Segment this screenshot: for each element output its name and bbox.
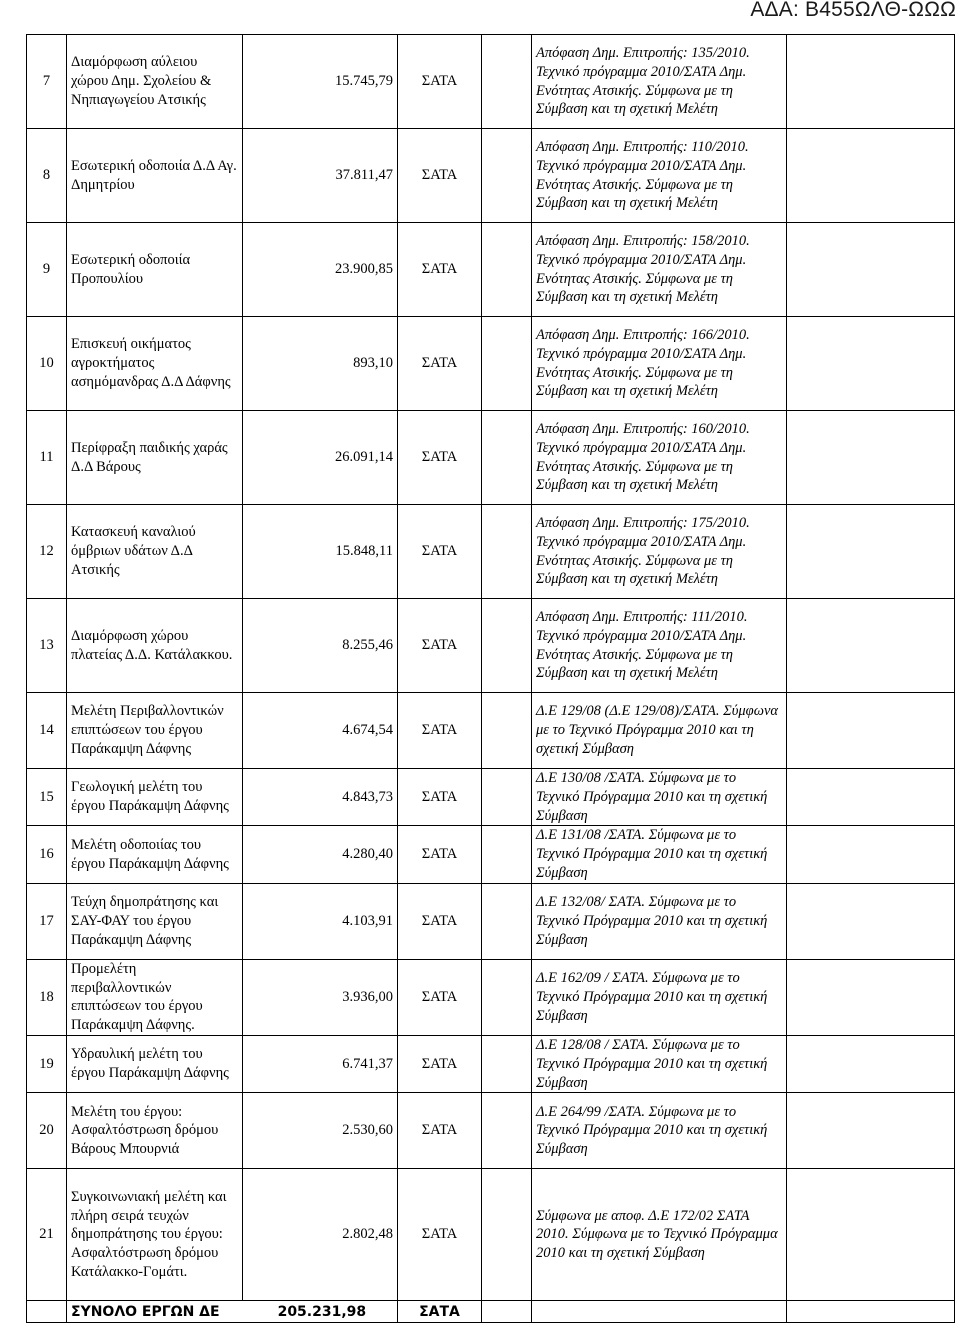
spacer-cell (787, 959, 955, 1035)
funding-source: ΣΑΤΑ (398, 505, 482, 599)
funding-source: ΣΑΤΑ (398, 223, 482, 317)
table-row (27, 129, 955, 223)
table-row (27, 223, 955, 317)
table-row (27, 883, 955, 959)
project-name: Διαμόρφωση χώρου πλατείας Δ.Δ. Κατάλακκου. (67, 599, 243, 693)
table-row (27, 411, 955, 505)
project-name: Κατασκευή καναλιού όμβριων υδάτων Δ.Δ Ατσικής (67, 505, 243, 599)
project-name: Εσωτερική οδοποιία Δ.Δ Αγ. Δημητρίου (67, 129, 243, 223)
spacer-cell (532, 1301, 787, 1323)
project-amount: 2.530,60 (243, 1093, 398, 1169)
spacer-cell (482, 1169, 532, 1301)
total-funding-source: ΣΑΤΑ (398, 1301, 482, 1323)
table-row (27, 826, 955, 883)
project-name: Προμελέτη περιβαλλοντικών επιπτώσεων του έργου Παράκαμψη Δάφνης. (67, 959, 243, 1035)
spacer-cell (787, 883, 955, 959)
row-number: 19 (27, 1035, 67, 1092)
approval-basis: Απόφαση Δημ. Επιτροπής: 111/2010. Τεχνικό πρόγραμμα 2010/ΣΑΤΑ Δημ. Ενότητας Ατσικής. Σύμφωνα με τη Σύμβαση και τη σχετική Μελέτη (532, 599, 787, 693)
row-number: 9 (27, 223, 67, 317)
spacer-cell (787, 1035, 955, 1092)
project-name: Συγκοινωνιακή μελέτη και πλήρη σειρά τευχών δημοπράτησης του έργου: Ασφαλτόστρωση δρόμου Κατάλακκο-Γομάτι. (67, 1169, 243, 1301)
spacer-cell (787, 1093, 955, 1169)
project-amount: 893,10 (243, 317, 398, 411)
approval-basis: Δ.Ε 132/08/ ΣΑΤΑ. Σύμφωνα με το Τεχνικό Πρόγραμμα 2010 και τη σχετική Σύμβαση (532, 883, 787, 959)
project-name: Μελέτη Περιβαλλοντικών επιπτώσεων του έργου Παράκαμψη Δάφνης (67, 693, 243, 769)
project-name: Υδραυλική μελέτη του έργου Παράκαμψη Δάφνης (67, 1035, 243, 1092)
approval-basis: Απόφαση Δημ. Επιτροπής: 166/2010. Τεχνικό πρόγραμμα 2010/ΣΑΤΑ Δημ. Ενότητας Ατσικής. Σύμφωνα με τη Σύμβαση και τη σχετική Μελέτη (532, 317, 787, 411)
table-row (27, 505, 955, 599)
spacer-cell (27, 1301, 67, 1323)
row-number: 16 (27, 826, 67, 883)
funding-source: ΣΑΤΑ (398, 769, 482, 826)
table-row (27, 1035, 955, 1092)
spacer-cell (482, 411, 532, 505)
table-row (27, 599, 955, 693)
spacer-cell (482, 1093, 532, 1169)
row-number: 11 (27, 411, 67, 505)
spacer-cell (482, 883, 532, 959)
spacer-cell (787, 1301, 955, 1323)
approval-basis: Απόφαση Δημ. Επιτροπής: 135/2010. Τεχνικό πρόγραμμα 2010/ΣΑΤΑ Δημ. Ενότητας Ατσικής. Σύμφωνα με τη Σύμβαση και τη σχετική Μελέτη (532, 35, 787, 129)
total-label: ΣΥΝΟΛΟ ΕΡΓΩΝ ΔΕ 205.231,98 (67, 1301, 398, 1323)
project-name: Εσωτερική οδοποιία Προπουλίου (67, 223, 243, 317)
project-amount: 4.674,54 (243, 693, 398, 769)
project-amount: 4.843,73 (243, 769, 398, 826)
funding-source: ΣΑΤΑ (398, 959, 482, 1035)
approval-basis: Δ.Ε 129/08 (Δ.Ε 129/08)/ΣΑΤΑ. Σύμφωνα με το Τεχνικό Πρόγραμμα 2010 και τη σχετική Σύμβαση (532, 693, 787, 769)
funding-source: ΣΑΤΑ (398, 35, 482, 129)
spacer-cell (787, 826, 955, 883)
project-name: Γεωλογική μελέτη του έργου Παράκαμψη Δάφνης (67, 769, 243, 826)
spacer-cell (787, 317, 955, 411)
funding-source: ΣΑΤΑ (398, 411, 482, 505)
approval-basis: Απόφαση Δημ. Επιτροπής: 158/2010. Τεχνικό πρόγραμμα 2010/ΣΑΤΑ Δημ. Ενότητας Ατσικής. Σύμφωνα με τη Σύμβαση και τη σχετική Μελέτη (532, 223, 787, 317)
approval-basis: Απόφαση Δημ. Επιτροπής: 160/2010. Τεχνικό πρόγραμμα 2010/ΣΑΤΑ Δημ. Ενότητας Ατσικής. Σύμφωνα με τη Σύμβαση και τη σχετική Μελέτη (532, 411, 787, 505)
approval-basis: Απόφαση Δημ. Επιτροπής: 175/2010. Τεχνικό πρόγραμμα 2010/ΣΑΤΑ Δημ. Ενότητας Ατσικής. Σύμφωνα με τη Σύμβαση και τη σχετική Μελέτη (532, 505, 787, 599)
funding-source: ΣΑΤΑ (398, 1169, 482, 1301)
row-number: 7 (27, 35, 67, 129)
spacer-cell (787, 505, 955, 599)
spacer-cell (787, 129, 955, 223)
row-number: 10 (27, 317, 67, 411)
funding-source: ΣΑΤΑ (398, 883, 482, 959)
spacer-cell (482, 693, 532, 769)
approval-basis: Δ.Ε 162/09 / ΣΑΤΑ. Σύμφωνα με το Τεχνικό Πρόγραμμα 2010 και τη σχετική Σύμβαση (532, 959, 787, 1035)
project-name: Τεύχη δημοπράτησης και ΣΑΥ-ΦΑΥ του έργου Παράκαμψη Δάφνης (67, 883, 243, 959)
spacer-cell (482, 959, 532, 1035)
spacer-cell (482, 1035, 532, 1092)
approval-basis: Δ.Ε 128/08 / ΣΑΤΑ. Σύμφωνα με το Τεχνικό Πρόγραμμα 2010 και τη σχετική Σύμβαση (532, 1035, 787, 1092)
table-row (27, 693, 955, 769)
project-name: Περίφραξη παιδικής χαράς Δ.Δ Βάρους (67, 411, 243, 505)
table-row (27, 769, 955, 826)
project-amount: 4.103,91 (243, 883, 398, 959)
project-amount: 6.741,37 (243, 1035, 398, 1092)
table-row (27, 959, 955, 1035)
funding-source: ΣΑΤΑ (398, 693, 482, 769)
funding-source: ΣΑΤΑ (398, 1093, 482, 1169)
funding-source: ΣΑΤΑ (398, 129, 482, 223)
row-number: 8 (27, 129, 67, 223)
project-name: Διαμόρφωση αύλειου χώρου Δημ. Σχολείου & Νηπιαγωγείου Ατσικής (67, 35, 243, 129)
project-amount: 26.091,14 (243, 411, 398, 505)
approval-basis: Δ.Ε 131/08 /ΣΑΤΑ. Σύμφωνα με το Τεχνικό Πρόγραμμα 2010 και τη σχετική Σύμβαση (532, 826, 787, 883)
project-amount: 3.936,00 (243, 959, 398, 1035)
approval-basis: Δ.Ε 130/08 /ΣΑΤΑ. Σύμφωνα με το Τεχνικό Πρόγραμμα 2010 και τη σχετική Σύμβαση (532, 769, 787, 826)
spacer-cell (482, 1301, 532, 1323)
funding-source: ΣΑΤΑ (398, 599, 482, 693)
spacer-cell (482, 769, 532, 826)
total-amount: 205.231,98 (277, 1303, 367, 1320)
funding-source: ΣΑΤΑ (398, 317, 482, 411)
row-number: 13 (27, 599, 67, 693)
total-row (27, 1301, 955, 1323)
projects-table (26, 34, 955, 1323)
spacer-cell (787, 599, 955, 693)
row-number: 18 (27, 959, 67, 1035)
project-amount: 4.280,40 (243, 826, 398, 883)
spacer-cell (482, 599, 532, 693)
project-name: Μελέτη οδοποιίας του έργου Παράκαμψη Δάφνης (67, 826, 243, 883)
row-number: 15 (27, 769, 67, 826)
row-number: 17 (27, 883, 67, 959)
spacer-cell (787, 411, 955, 505)
approval-basis: Απόφαση Δημ. Επιτροπής: 110/2010. Τεχνικό πρόγραμμα 2010/ΣΑΤΑ Δημ. Ενότητας Ατσικής. Σύμφωνα με τη Σύμβαση και τη σχετική Μελέτη (532, 129, 787, 223)
funding-source: ΣΑΤΑ (398, 1035, 482, 1092)
approval-basis: Σύμφωνα με αποφ. Δ.Ε 172/02 ΣΑΤΑ 2010. Σύμφωνα με το Τεχνικό Πρόγραμμα 2010 και τη σχετική Σύμβαση (532, 1169, 787, 1301)
funding-source: ΣΑΤΑ (398, 826, 482, 883)
row-number: 12 (27, 505, 67, 599)
spacer-cell (787, 1169, 955, 1301)
project-amount: 2.802,48 (243, 1169, 398, 1301)
project-name: Επισκευή οικήματος αγροκτήματος ασημόμανδρας Δ.Δ Δάφνης (67, 317, 243, 411)
spacer-cell (787, 35, 955, 129)
row-number: 21 (27, 1169, 67, 1301)
ada-code: ΑΔΑ: Β455ΩΛΘ-ΩΩΩ (750, 0, 956, 21)
table-row (27, 1093, 955, 1169)
project-amount: 37.811,47 (243, 129, 398, 223)
project-amount: 23.900,85 (243, 223, 398, 317)
project-amount: 8.255,46 (243, 599, 398, 693)
spacer-cell (482, 223, 532, 317)
row-number: 14 (27, 693, 67, 769)
spacer-cell (482, 826, 532, 883)
spacer-cell (787, 223, 955, 317)
spacer-cell (482, 35, 532, 129)
spacer-cell (482, 129, 532, 223)
spacer-cell (482, 505, 532, 599)
project-amount: 15.745,79 (243, 35, 398, 129)
table-row (27, 317, 955, 411)
approval-basis: Δ.Ε 264/99 /ΣΑΤΑ. Σύμφωνα με το Τεχνικό Πρόγραμμα 2010 και τη σχετική Σύμβαση (532, 1093, 787, 1169)
spacer-cell (787, 769, 955, 826)
project-name: Μελέτη του έργου: Ασφαλτόστρωση δρόμου Βάρους Μπουρνιά (67, 1093, 243, 1169)
table-row (27, 1169, 955, 1301)
project-amount: 15.848,11 (243, 505, 398, 599)
table-row (27, 35, 955, 129)
spacer-cell (787, 693, 955, 769)
spacer-cell (482, 317, 532, 411)
row-number: 20 (27, 1093, 67, 1169)
